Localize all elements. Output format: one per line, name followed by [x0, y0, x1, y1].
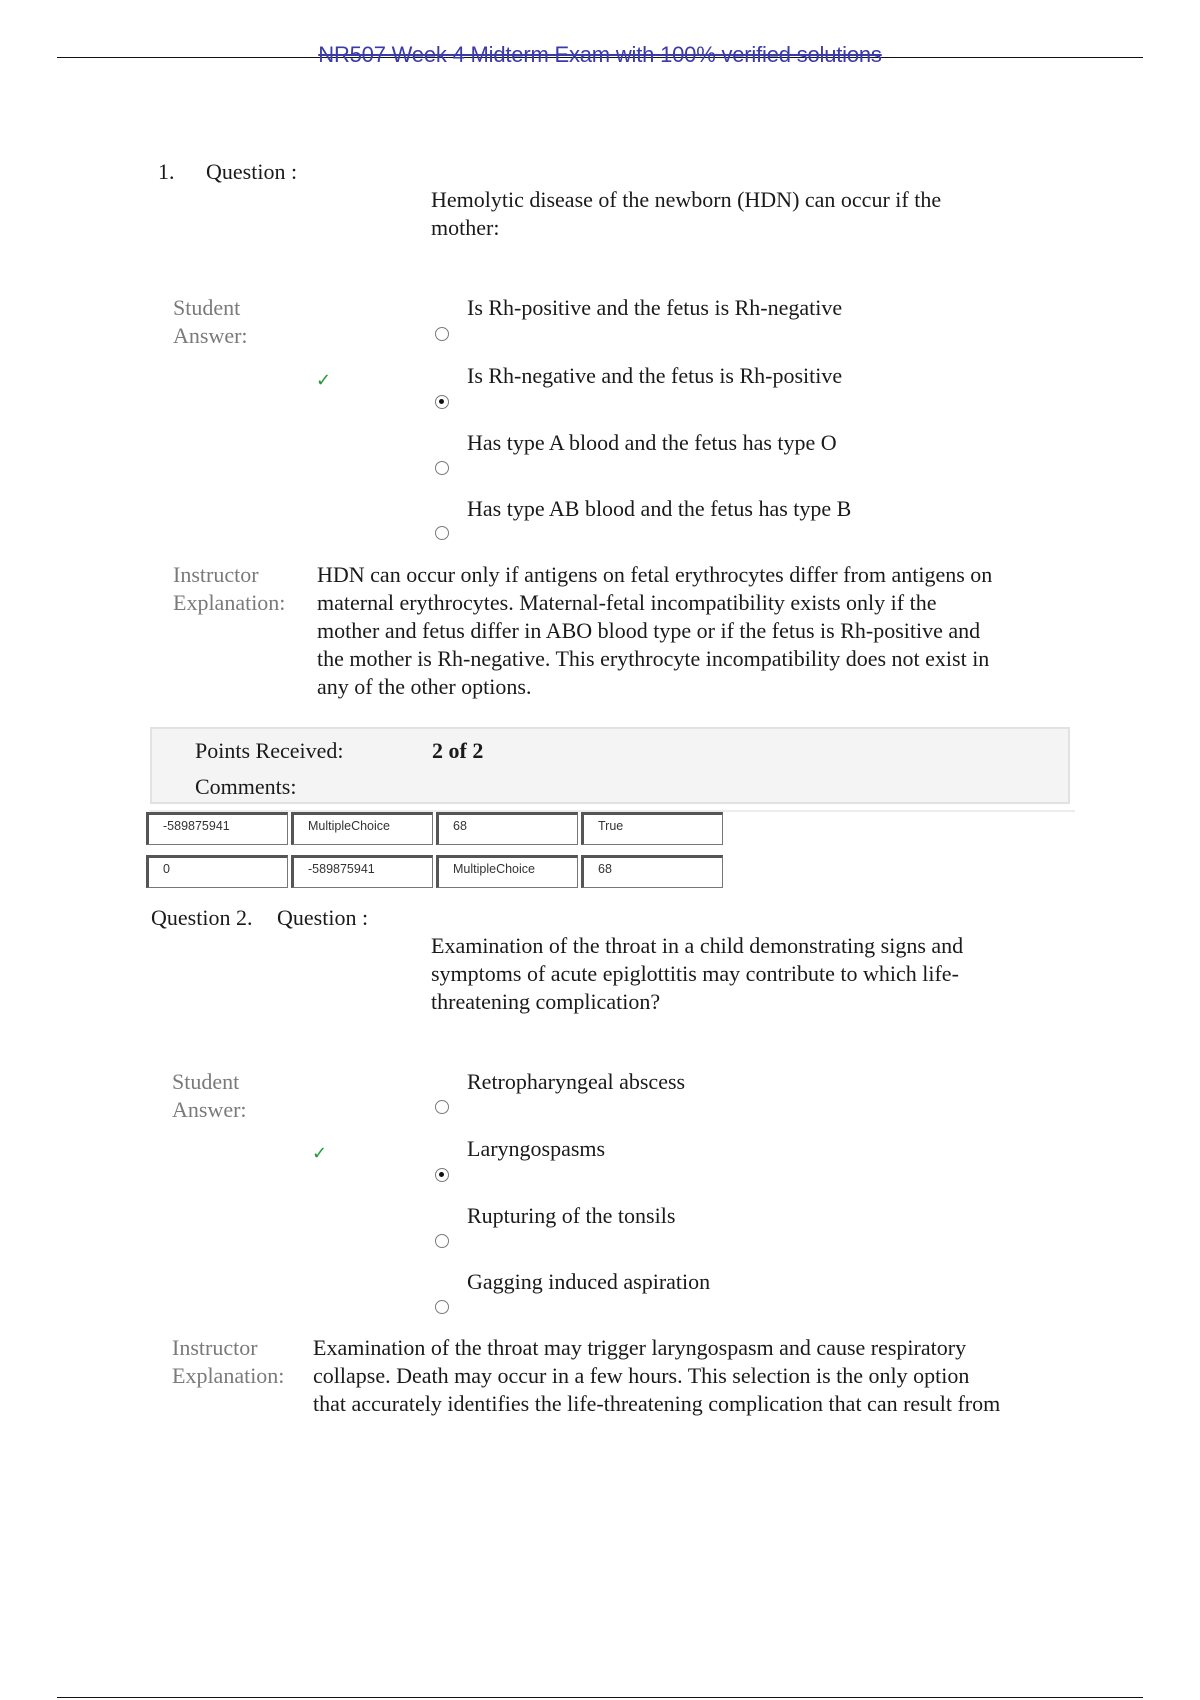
question-label: Question : — [277, 905, 369, 930]
explanation-text-line: HDN can occur only if antigens on fetal erythrocytes differ from antigens on — [317, 562, 993, 587]
answer-option-text: Retropharyngeal abscess — [467, 1069, 686, 1094]
explanation-text-line: collapse. Death may occur in a few hours. This selection is the only option — [313, 1363, 970, 1388]
answer-option-text: Laryngospasms — [467, 1136, 606, 1161]
meta-field[interactable]: 68 — [581, 855, 723, 888]
meta-field[interactable]: MultipleChoice — [436, 855, 578, 888]
question-text-line: mother: — [431, 215, 500, 240]
document-title[interactable]: NR507 Week 4 Midterm Exam with 100% verified solutions — [318, 42, 882, 67]
student-answer-label: Student — [172, 1069, 240, 1094]
meta-field[interactable]: MultipleChoice — [291, 812, 433, 845]
explanation-text-line: that accurately identifies the life-threatening complication that can result from — [313, 1391, 1001, 1416]
points-received-value: 2 of 2 — [432, 738, 484, 763]
answer-option-text: Gagging induced aspiration — [467, 1269, 711, 1294]
question-text-line: symptoms of acute epiglottitis may contribute to which life- — [431, 961, 959, 986]
points-panel — [150, 727, 1070, 804]
points-received-label: Points Received: — [195, 738, 344, 763]
meta-field[interactable]: -589875941 — [291, 855, 433, 888]
explanation-text-line: Examination of the throat may trigger laryngospasm and cause respiratory — [313, 1335, 967, 1360]
answer-option-text: Has type AB blood and the fetus has type B — [467, 496, 852, 521]
question-number: 1. — [158, 159, 175, 184]
answer-option-text: Is Rh-negative and the fetus is Rh-positive — [467, 363, 843, 388]
answer-radio[interactable] — [435, 1300, 449, 1314]
question-number: Question 2. — [151, 905, 253, 930]
correct-check-icon: ✓ — [312, 1143, 328, 1164]
question-label: Question : — [206, 159, 298, 184]
answer-option-text: Rupturing of the tonsils — [467, 1203, 676, 1228]
answer-option-text: Is Rh-positive and the fetus is Rh-negative — [467, 295, 843, 320]
answer-option-text: Has type A blood and the fetus has type O — [467, 430, 837, 455]
answer-radio-selected[interactable] — [435, 1168, 449, 1182]
explanation-label: Instructor — [172, 1335, 258, 1360]
explanation-label: Explanation: — [172, 1363, 285, 1388]
question-text-line: threatening complication? — [431, 989, 661, 1014]
question-text-line: Hemolytic disease of the newborn (HDN) can occur if the — [431, 187, 942, 212]
explanation-text-line: mother and fetus differ in ABO blood type or if the fetus is Rh-positive and — [317, 618, 981, 643]
question-text-line: Examination of the throat in a child demonstrating signs and — [431, 933, 964, 958]
explanation-text-line: maternal erythrocytes. Maternal-fetal incompatibility exists only if the — [317, 590, 937, 615]
answer-radio[interactable] — [435, 1234, 449, 1248]
explanation-text-line: any of the other options. — [317, 674, 532, 699]
answer-radio-selected[interactable] — [435, 395, 449, 409]
meta-field[interactable]: 68 — [436, 812, 578, 845]
student-answer-label: Answer: — [173, 323, 248, 348]
answer-radio[interactable] — [435, 1100, 449, 1114]
explanation-text-line: the mother is Rh-negative. This erythrocyte incompatibility does not exist in — [317, 646, 990, 671]
meta-field[interactable]: 0 — [146, 855, 288, 888]
footer-rule — [57, 1697, 1143, 1698]
comments-label: Comments: — [195, 774, 297, 799]
student-answer-label: Answer: — [172, 1097, 247, 1122]
explanation-label: Explanation: — [173, 590, 286, 615]
answer-radio[interactable] — [435, 327, 449, 341]
answer-radio[interactable] — [435, 461, 449, 475]
explanation-label: Instructor — [173, 562, 259, 587]
meta-field[interactable]: -589875941 — [146, 812, 288, 845]
meta-field[interactable]: True — [581, 812, 723, 845]
answer-radio[interactable] — [435, 526, 449, 540]
correct-check-icon: ✓ — [316, 370, 332, 391]
student-answer-label: Student — [173, 295, 241, 320]
